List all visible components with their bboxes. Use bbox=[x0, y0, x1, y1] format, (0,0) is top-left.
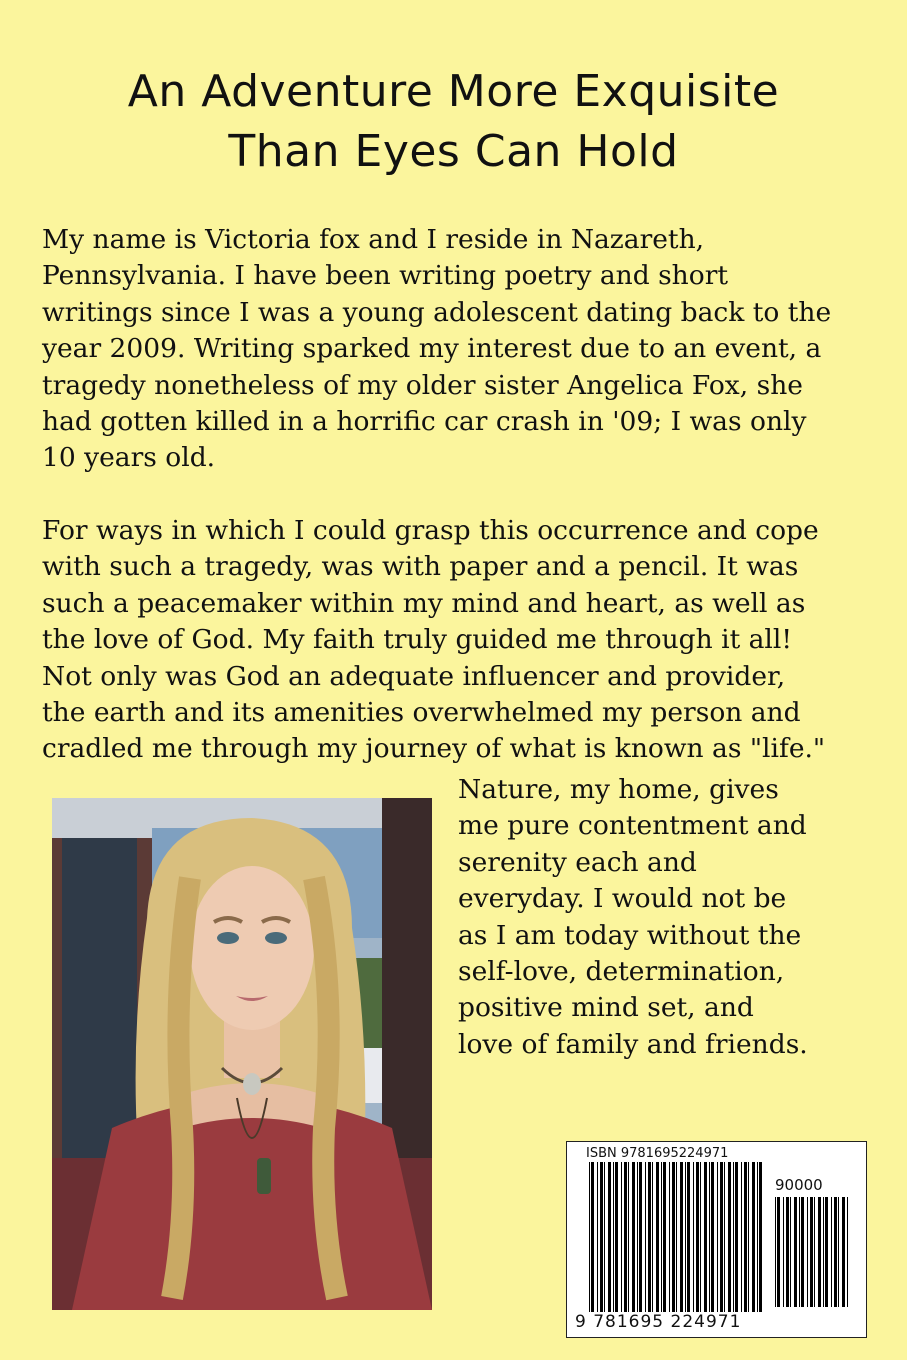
ean13-bars bbox=[587, 1162, 767, 1312]
text-line: writings since I was a young adolescent dating back to the bbox=[42, 296, 832, 328]
barcode-bar bbox=[744, 1162, 747, 1312]
text-line: cradled me through my journey of what is known as "life." bbox=[42, 733, 826, 765]
barcode-bar bbox=[600, 1162, 603, 1312]
barcode-bar bbox=[615, 1162, 618, 1312]
barcode-bar bbox=[604, 1162, 605, 1312]
barcode-bar bbox=[652, 1162, 653, 1312]
barcode-bar bbox=[814, 1197, 815, 1307]
barcode-bar bbox=[799, 1197, 800, 1307]
barcode-bar bbox=[777, 1197, 780, 1307]
barcode-bar bbox=[709, 1162, 710, 1312]
text-line: such a peacemaker within my mind and heart, as well as bbox=[42, 587, 806, 619]
text-line: as I am today without the bbox=[458, 919, 802, 951]
barcode-bar bbox=[624, 1162, 627, 1312]
price-bars bbox=[773, 1197, 853, 1307]
barcode-bar bbox=[775, 1197, 776, 1307]
text-line: self-love, determination, bbox=[458, 956, 785, 988]
text-line: My name is Victoria fox and I reside in Nazareth, bbox=[42, 224, 705, 255]
barcode-bar bbox=[783, 1197, 784, 1307]
title-line-1: An Adventure More Exquisite bbox=[127, 66, 780, 117]
barcode-bar bbox=[628, 1162, 629, 1312]
text-line: Not only was God an adequate influencer and provider, bbox=[42, 660, 786, 692]
price-code: 90000 bbox=[775, 1176, 823, 1194]
barcode-bar bbox=[613, 1162, 614, 1312]
barcode-bar bbox=[748, 1162, 749, 1312]
faith-paragraph bbox=[42, 513, 882, 768]
barcode-bar bbox=[757, 1162, 758, 1312]
barcode-bar bbox=[786, 1197, 789, 1307]
barcode-bar bbox=[759, 1162, 762, 1312]
author-photo bbox=[52, 798, 432, 1310]
barcode-bar bbox=[669, 1162, 670, 1312]
barcode-bar bbox=[700, 1162, 701, 1312]
isbn-label: ISBN 9781695224971 bbox=[586, 1146, 729, 1161]
book-title bbox=[0, 62, 907, 182]
barcode-bar bbox=[717, 1162, 718, 1312]
text-line: love of family and friends. bbox=[458, 1028, 808, 1060]
text-line: serenity each and bbox=[458, 846, 697, 878]
barcode-bar bbox=[735, 1162, 738, 1312]
barcode-bar bbox=[741, 1162, 742, 1312]
barcode-bar bbox=[663, 1162, 666, 1312]
barcode-bar bbox=[597, 1162, 598, 1312]
barcode-bar bbox=[680, 1162, 683, 1312]
barcode-bar bbox=[834, 1197, 837, 1307]
barcode-bar bbox=[842, 1197, 845, 1307]
barcode-bar bbox=[825, 1197, 828, 1307]
barcode-bar bbox=[838, 1197, 839, 1307]
text-line: Nature, my home, gives bbox=[458, 774, 779, 805]
title-line-2: Than Eyes Can Hold bbox=[228, 126, 679, 177]
isbn-barcode bbox=[566, 1141, 867, 1338]
barcode-bar bbox=[831, 1197, 832, 1307]
barcode-bar bbox=[704, 1162, 707, 1312]
text-line: the earth and its amenities overwhelmed my person and bbox=[42, 697, 801, 729]
barcode-bar bbox=[823, 1197, 824, 1307]
barcode-bar bbox=[696, 1162, 699, 1312]
barcode-bar bbox=[648, 1162, 651, 1312]
text-line: the love of God. My faith truly guided me through it all! bbox=[42, 624, 793, 656]
text-line: everyday. I would not be bbox=[458, 883, 787, 915]
intro-paragraph bbox=[42, 222, 882, 477]
barcode-bar bbox=[672, 1162, 675, 1312]
barcode-bar bbox=[801, 1197, 804, 1307]
barcode-bar bbox=[621, 1162, 622, 1312]
barcode-bar bbox=[728, 1162, 731, 1312]
barcode-bar bbox=[724, 1162, 725, 1312]
text-line: with such a tragedy, was with paper and a pencil. It was bbox=[42, 551, 799, 583]
text-line: Pennsylvania. I have been writing poetry and short bbox=[42, 260, 729, 292]
barcode-bar bbox=[807, 1197, 808, 1307]
barcode-bar bbox=[818, 1197, 821, 1307]
barcode-bar bbox=[720, 1162, 723, 1312]
text-line: had gotten killed in a horrific car crash in '09; I was only bbox=[42, 406, 807, 438]
barcode-bar bbox=[589, 1162, 590, 1312]
barcode-bar bbox=[711, 1162, 714, 1312]
barcode-bar bbox=[790, 1197, 791, 1307]
barcode-bar bbox=[661, 1162, 662, 1312]
text-line: positive mind set, and bbox=[458, 992, 754, 1024]
nature-paragraph bbox=[458, 772, 878, 1063]
barcode-digits: 9 781695 224971 bbox=[575, 1312, 742, 1332]
barcode-bar bbox=[693, 1162, 694, 1312]
barcode-bar bbox=[733, 1162, 734, 1312]
barcode-bar bbox=[645, 1162, 646, 1312]
author-photo-illustration bbox=[52, 798, 432, 1310]
barcode-bar bbox=[676, 1162, 677, 1312]
barcode-bar bbox=[752, 1162, 755, 1312]
barcode-bar bbox=[639, 1162, 642, 1312]
barcode-bar bbox=[632, 1162, 635, 1312]
barcode-bar bbox=[687, 1162, 690, 1312]
barcode-bar bbox=[637, 1162, 638, 1312]
barcode-bar bbox=[608, 1162, 611, 1312]
barcode-bar bbox=[685, 1162, 686, 1312]
text-line: For ways in which I could grasp this occurrence and cope bbox=[42, 515, 819, 546]
barcode-bar bbox=[810, 1197, 813, 1307]
barcode-bar bbox=[794, 1197, 797, 1307]
text-line: tragedy nonetheless of my older sister Angelica Fox, she bbox=[42, 369, 803, 401]
text-line: me pure contentment and bbox=[458, 810, 807, 842]
barcode-bar bbox=[847, 1197, 848, 1307]
text-line: 10 years old. bbox=[42, 442, 216, 474]
text-line: year 2009. Writing sparked my interest due to an event, a bbox=[42, 333, 822, 365]
barcode-bar bbox=[656, 1162, 659, 1312]
barcode-bar bbox=[591, 1162, 594, 1312]
